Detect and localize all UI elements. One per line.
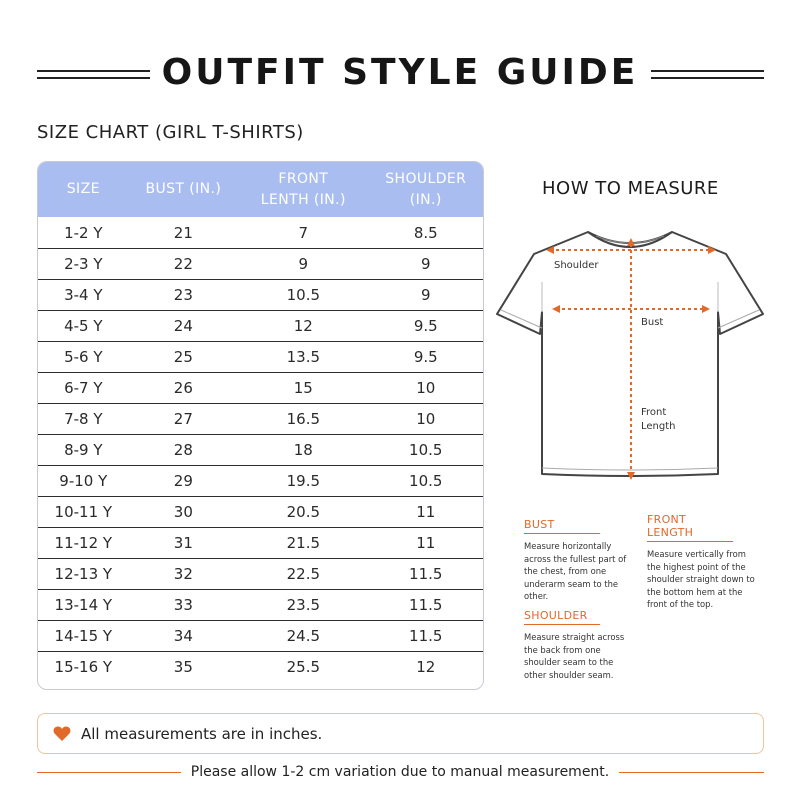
bust-definition [524, 513, 636, 603]
cell-shoulder: 11 [416, 534, 436, 552]
cell-shoulder: 8.5 [413, 223, 438, 242]
front-length-definition-heading: FRONT LENGTH [647, 513, 733, 542]
cell-bust: 33 [173, 596, 193, 614]
column-header-front-length: FRONT LENTH (IN.) [260, 170, 346, 208]
table-row [38, 279, 483, 310]
cell-shoulder: 11 [416, 503, 436, 521]
cell-bust: 23 [173, 286, 193, 304]
table-row [38, 372, 483, 403]
cell-size: 12-13 Y [54, 565, 113, 583]
cell-front-length: 19.5 [286, 472, 321, 490]
cell-bust: 26 [173, 379, 193, 397]
column-header-bust: BUST (IN.) [145, 181, 222, 197]
table-row [38, 465, 483, 496]
cell-bust: 29 [173, 472, 193, 490]
cell-size: 11-12 Y [54, 534, 113, 552]
cell-shoulder: 12 [416, 658, 436, 676]
table-row [38, 651, 483, 682]
cell-size: 9-10 Y [59, 472, 108, 490]
footer-note [0, 764, 800, 780]
cell-shoulder: 9 [420, 286, 431, 304]
table-row [38, 558, 483, 589]
cell-bust: 24 [173, 317, 193, 335]
cell-size: 5-6 Y [64, 348, 103, 366]
cell-bust: 28 [173, 441, 193, 459]
cell-size: 10-11 Y [54, 503, 113, 521]
cell-shoulder: 10.5 [409, 441, 443, 459]
cell-front-length: 24.5 [286, 627, 321, 645]
cell-shoulder: 10 [416, 410, 436, 428]
table-row [38, 589, 483, 620]
cell-front-length: 25.5 [286, 658, 321, 676]
how-to-measure-title: HOW TO MEASURE [542, 178, 719, 199]
cell-size: 2-3 Y [64, 255, 103, 273]
cell-bust: 25 [173, 348, 193, 366]
table-body [38, 217, 483, 682]
cell-size: 14-15 Y [54, 627, 113, 645]
table-row [38, 434, 483, 465]
note-text: All measurements are in inches. [81, 724, 323, 743]
cell-shoulder: 10 [416, 379, 436, 397]
page-title: OUTFIT STYLE GUIDE [161, 52, 639, 93]
cell-front-length: 13.5 [286, 348, 321, 366]
column-header-shoulder: SHOULDER (IN.) [385, 170, 467, 208]
cell-front-length: 21.5 [286, 534, 321, 552]
measurement-note [37, 713, 764, 754]
bust-definition-text: Measure horizontally across the fullest part of the chest, from one underarm seam to the other. [524, 541, 627, 602]
cell-bust: 27 [173, 410, 193, 428]
cell-front-length: 18 [293, 441, 313, 459]
size-chart-title: SIZE CHART (GIRL T-SHIRTS) [37, 122, 304, 143]
cell-front-length: 23.5 [286, 596, 321, 614]
cell-shoulder: 9.5 [413, 317, 438, 335]
table-row [38, 403, 483, 434]
cell-shoulder: 11.5 [409, 565, 443, 583]
cell-bust: 30 [173, 503, 193, 521]
cell-size: 1-2 Y [64, 223, 103, 242]
front-length-label: Length [641, 421, 676, 432]
cell-front-length: 20.5 [286, 503, 321, 521]
cell-size: 8-9 Y [64, 441, 103, 459]
table-row [38, 527, 483, 558]
shoulder-definition [524, 604, 636, 681]
t-shirt-diagram [496, 222, 764, 484]
cell-front-length: 10.5 [286, 286, 321, 304]
cell-shoulder: 11.5 [409, 596, 443, 614]
cell-size: 15-16 Y [54, 658, 113, 676]
table-row [38, 341, 483, 372]
heart-icon [53, 726, 71, 742]
table-row [38, 248, 483, 279]
front-length-definition [647, 513, 759, 611]
cell-front-length: 22.5 [286, 565, 321, 583]
shoulder-label: Shoulder [554, 260, 599, 271]
cell-front-length: 9 [298, 255, 309, 273]
bust-label: Bust [641, 317, 664, 328]
table-header [38, 162, 483, 217]
cell-bust: 21 [173, 223, 193, 242]
cell-bust: 31 [173, 534, 193, 552]
front-length-label: Front [641, 407, 667, 418]
size-chart-table [37, 161, 484, 690]
shoulder-definition-heading: SHOULDER [524, 609, 600, 625]
footer-text: Please allow 1-2 cm variation due to manual measurement. [181, 764, 620, 780]
cell-bust: 22 [173, 255, 193, 273]
cell-size: 3-4 Y [64, 286, 103, 304]
cell-bust: 32 [173, 565, 193, 583]
front-length-definition-text: Measure vertically from the highest point of the shoulder straight down to the bottom hem at the front of the top. [647, 549, 755, 610]
table-row [38, 217, 483, 248]
cell-shoulder: 10.5 [409, 472, 443, 490]
cell-size: 7-8 Y [64, 410, 103, 428]
cell-size: 13-14 Y [54, 596, 113, 614]
cell-front-length: 12 [293, 317, 313, 335]
cell-bust: 35 [173, 658, 193, 676]
column-header-size: SIZE [66, 181, 100, 197]
cell-shoulder: 9.5 [413, 348, 438, 366]
cell-front-length: 16.5 [286, 410, 321, 428]
bust-definition-heading: BUST [524, 518, 600, 534]
table-row [38, 496, 483, 527]
cell-size: 6-7 Y [64, 379, 103, 397]
cell-bust: 34 [173, 627, 193, 645]
table-row [38, 620, 483, 651]
cell-front-length: 15 [293, 379, 313, 397]
shoulder-definition-text: Measure straight across the back from one shoulder seam to the other shoulder seam. [524, 632, 625, 680]
cell-front-length: 7 [298, 223, 309, 242]
cell-shoulder: 9 [420, 255, 431, 273]
cell-shoulder: 11.5 [409, 627, 443, 645]
table-row [38, 310, 483, 341]
cell-size: 4-5 Y [64, 317, 103, 335]
